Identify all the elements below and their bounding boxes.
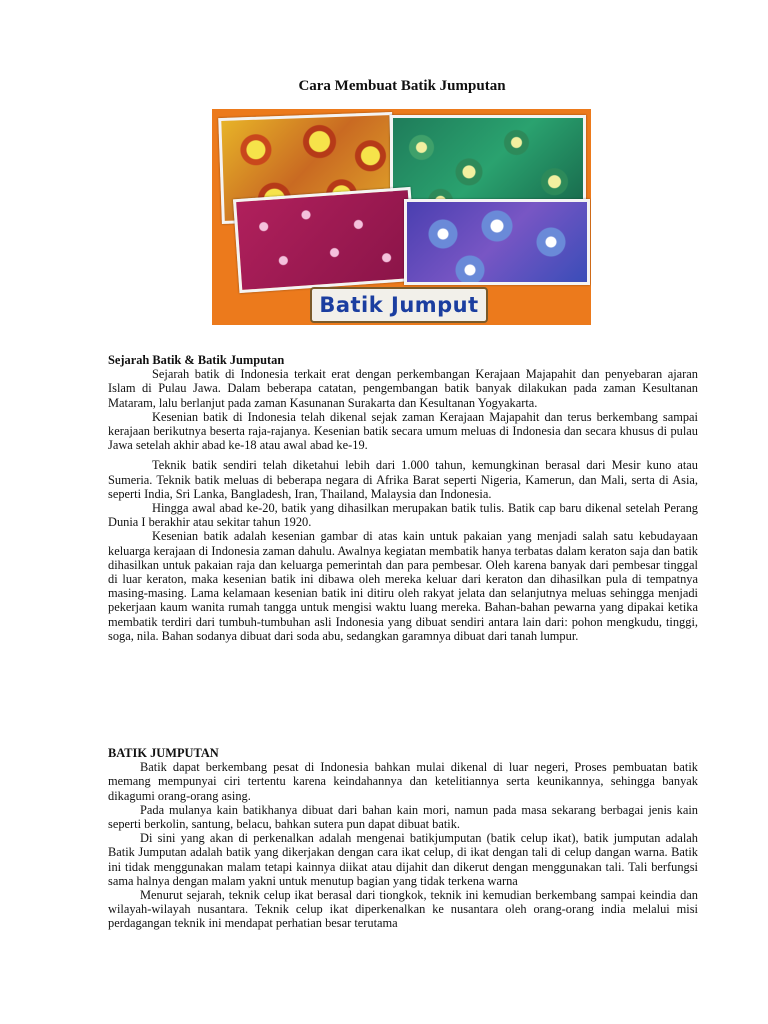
paragraph: Di sini yang akan di perkenalkan adalah mengenai batikjumputan (batik celup ikat), batik jumputan adalah Batik Jumputan adalah batik yang dikerjakan dengan cara ikat celup, di ikat dengan tali di celup dangan warna. Batik ini tidak menggunakan malam tetapi kainnya diikat atau dijahit dan dikerut dengan menggunakan tali. Tali berfungsi sama halnya dengan malam yakni untuk menutup bagian yang tidak terkena warna <box>108 831 698 888</box>
section-heading: Sejarah Batik & Batik Jumputan <box>108 353 285 367</box>
banner-text: Batik Jumput <box>319 293 479 317</box>
paragraph: Pada mulanya kain batikhanya dibuat dari bahan kain mori, namun pada masa sekarang berbagai jenis kain seperti berkolin, santung, belacu, bahkan sutera pun dapat dibuat batik. <box>108 802 698 832</box>
section-heading: BATIK JUMPUTAN <box>108 746 219 760</box>
blue-batik-cloth <box>404 199 590 285</box>
paragraph: Kesenian batik adalah kesenian gambar di atas kain untuk pakaian yang menjadi salah satu kebudayaan keluarga kerajaan di Indonesia zaman dahulu. Awalnya kegiatan membatik hanya terbatas dalam keraton saja dan batik dihasilkan untuk pakaian raja dan keluarga pemerintah dan para pembesar. Oleh karena banyak dari pembesar tinggal di luar keraton, maka kesenian batik ini dibawa oleh mereka keluar dari keraton dan dihasilkan pula di tempatnya masing-masing. Lama kelamaan kesenian batik ini ditiru oleh rakyat jelata dan selanjutnya meluas sehingga menjadi pekerjaan kaum wanita rumah tangga untuk mengisi waktu luang mereka. Bahan-bahan pewarna yang dipakai ketika membatik terdiri dari tumbuh-tumbuhan asli Indonesia yang dibuat sendiri antara lain dari: pohon mengkudu, tinggi, soga, nila. Bahan sodanya dibuat dari soda abu, sedangkan garamnya dibuat dari tanah lumpur. <box>108 529 698 643</box>
paragraph: Batik dapat berkembang pesat di Indonesia bahkan mulai dikenal di luar negeri, Proses pembuatan batik memang mempunyai ciri tertentu karena keindahannya dan ketelitiannya serta keunikannya, sehingga banyak dikagumi orang-orang asing. <box>108 760 698 803</box>
section-jumputan <box>108 746 698 931</box>
paragraph: Kesenian batik di Indonesia telah dikenal sejak zaman Kerajaan Majapahit dan terus berkembang sampai kerajaan berikutnya beserta raja-rajanya. Kesenian batik secara umum meluas di Indonesia dan secara khusus di pulau Jawa setelah akhir abad ke-18 atau awal abad ke-19. <box>108 409 698 453</box>
section-history <box>108 353 698 643</box>
page-title: Cara Membuat Batik Jumputan <box>298 78 506 94</box>
paragraph: Teknik batik sendiri telah diketahui lebih dari 1.000 tahun, kemungkinan berasal dari Mesir kuno atau Sumeria. Teknik batik meluas di beberapa negara di Afrika Barat seperti Nigeria, Kamerun, dan Mali, serta di Asia, seperti India, Sri Lanka, Bangladesh, Iran, Thailand, Malaysia dan Indonesia. <box>108 458 698 501</box>
paragraph: Menurut sejarah, teknik celup ikat berasal dari tiongkok, teknik ini kemudian berkembang sampai keindia dan wilayah-wilayah nusantara. Teknik celup ikat diperkenalkan ke nusantara oleh orang-orang india melalui misi perdagangan teknik ini mendapat perhatian besar terutama <box>108 888 698 931</box>
pink-batik-cloth <box>233 187 417 293</box>
paragraph: Sejarah batik di Indonesia terkait erat dengan perkembangan Kerajaan Majapahit dan penyebaran ajaran Islam di Pulau Jawa. Dalam beberapa catatan, pengembangan batik banyak dilakukan pada zaman Kesultanan Mataram, lalu berlanjut pada zaman Kasunanan Surakarta dan Kesultanan Yogyakarta. <box>108 367 698 410</box>
image-banner <box>310 287 488 323</box>
batik-jumput-image <box>212 109 591 325</box>
paragraph: Hingga awal abad ke-20, batik yang dihasilkan merupakan batik tulis. Batik cap baru dikenal setelah Perang Dunia I berakhir atau sekitar tahun 1920. <box>108 501 698 530</box>
